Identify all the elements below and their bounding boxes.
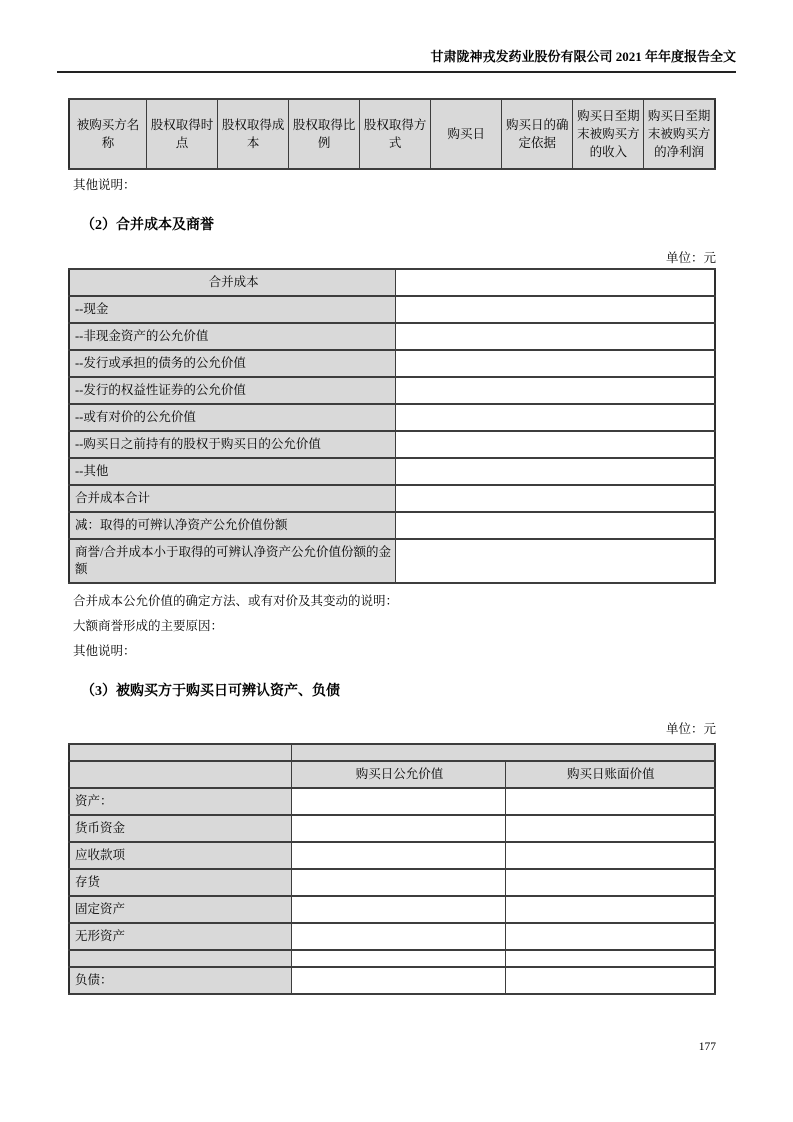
notes-after-merger-cost (68, 593, 716, 660)
row-value-cell (396, 296, 715, 323)
table-row (69, 967, 715, 994)
column-header-net-profit-since-purchase: 购买日至期末被购买方的净利润 (644, 99, 715, 169)
row-label-goodwill-amount: 商誉/合并成本小于取得的可辨认净资产公允价值份额的金额 (69, 539, 396, 583)
row-label-monetary-funds: 货币资金 (69, 815, 292, 842)
table-row (69, 950, 715, 967)
table-row (69, 323, 715, 350)
row-label-intangible-assets: 无形资产 (69, 923, 292, 950)
row-value-cell (505, 950, 715, 967)
identifiable-assets-liabilities-table (68, 743, 716, 995)
fair-value-method-note: 合并成本公允价值的确定方法、或有对价及其变动的说明： (73, 594, 399, 608)
merger-cost-goodwill-table (68, 268, 716, 584)
row-value-cell (396, 404, 715, 431)
section-heading-merger-cost: （2）合并成本及商誉 (81, 218, 214, 233)
row-label-contingent-consideration: --或有对价的公允价值 (69, 404, 396, 431)
header-merged-cell (292, 744, 715, 761)
column-header-revenue-since-purchase: 购买日至期末被购买方的收入 (573, 99, 644, 169)
row-label-liabilities: 负债： (69, 967, 292, 994)
unit-label-2: 单位：元 (665, 722, 716, 736)
table3-header-row-2 (69, 761, 715, 788)
report-title: 甘肃陇神戎发药业股份有限公司 2021 年年度报告全文 (430, 49, 736, 64)
row-label-assets: 资产： (69, 788, 292, 815)
table-row (69, 512, 715, 539)
row-value-cell (505, 923, 715, 950)
row-label-inventory: 存货 (69, 869, 292, 896)
row-value-cell (396, 539, 715, 583)
row-value-cell (505, 788, 715, 815)
header-spacer-cell (69, 744, 292, 761)
table-row (69, 431, 715, 458)
section-heading-identifiable-assets: （3）被购买方于购买日可辨认资产、负债 (81, 684, 340, 699)
table-row (69, 485, 715, 512)
page-content (68, 98, 716, 995)
other-note-2: 其他说明： (73, 644, 136, 658)
column-header-equity-time: 股权取得时点 (147, 99, 218, 169)
row-label-receivables: 应收款项 (69, 842, 292, 869)
row-label-equity-securities-fair-value: --发行的权益性证券的公允价值 (69, 377, 396, 404)
row-value-cell (505, 896, 715, 923)
column-header-equity-ratio: 股权取得比例 (289, 99, 360, 169)
column-header-book-value-at-purchase: 购买日账面价值 (505, 761, 715, 788)
table1-header-row (69, 99, 715, 169)
header-spacer-cell (69, 761, 292, 788)
row-value-cell (292, 896, 505, 923)
table-row (69, 869, 715, 896)
table-row (69, 458, 715, 485)
row-value-cell (292, 967, 505, 994)
table2-header-row (69, 269, 715, 296)
row-value-cell (292, 923, 505, 950)
row-label-total-merger-cost: 合并成本合计 (69, 485, 396, 512)
row-value-cell (292, 788, 505, 815)
column-header-purchase-date: 购买日 (431, 99, 502, 169)
row-value-cell (505, 967, 715, 994)
row-label-debt-fair-value: --发行或承担的债务的公允价值 (69, 350, 396, 377)
goodwill-reason-note: 大额商誉形成的主要原因： (73, 619, 224, 633)
column-header-equity-cost: 股权取得成本 (218, 99, 289, 169)
column-header-acquiree-name: 被购买方名称 (69, 99, 147, 169)
business-combination-table (68, 98, 716, 170)
row-label-previously-held-equity: --购买日之前持有的股权于购买日的公允价值 (69, 431, 396, 458)
table-row (69, 350, 715, 377)
column-header-purchase-date-basis: 购买日的确定依据 (502, 99, 573, 169)
column-header-equity-method: 股权取得方式 (360, 99, 431, 169)
row-value-cell (505, 815, 715, 842)
row-value-cell (396, 323, 715, 350)
row-value-cell (505, 842, 715, 869)
row-label-empty (69, 950, 292, 967)
row-value-cell (396, 458, 715, 485)
row-value-cell (396, 269, 715, 296)
table-row (69, 923, 715, 950)
row-value-cell (396, 512, 715, 539)
table3-header-row-1 (69, 744, 715, 761)
document-header (57, 0, 736, 73)
column-header-fair-value-at-purchase: 购买日公允价值 (292, 761, 505, 788)
table-row (69, 404, 715, 431)
table-row (69, 896, 715, 923)
table-row (69, 539, 715, 583)
row-label-other: --其他 (69, 458, 396, 485)
row-label-noncash-fair-value: --非现金资产的公允价值 (69, 323, 396, 350)
row-value-cell (292, 815, 505, 842)
row-value-cell (292, 842, 505, 869)
table-row (69, 815, 715, 842)
row-value-cell (292, 869, 505, 896)
row-label-less-identifiable-net-assets: 减：取得的可辨认净资产公允价值份额 (69, 512, 396, 539)
row-label-fixed-assets: 固定资产 (69, 896, 292, 923)
row-label-cash: --现金 (69, 296, 396, 323)
row-value-cell (396, 485, 715, 512)
other-note-1: 其他说明： (73, 178, 136, 192)
row-value-cell (396, 377, 715, 404)
merger-cost-header: 合并成本 (69, 269, 396, 296)
table-row (69, 296, 715, 323)
row-value-cell (396, 431, 715, 458)
unit-label-1: 单位：元 (665, 251, 716, 265)
page-number: 177 (698, 1041, 716, 1053)
row-value-cell (505, 869, 715, 896)
row-value-cell (292, 950, 505, 967)
table-row (69, 788, 715, 815)
row-value-cell (396, 350, 715, 377)
table-row (69, 377, 715, 404)
table-row (69, 842, 715, 869)
